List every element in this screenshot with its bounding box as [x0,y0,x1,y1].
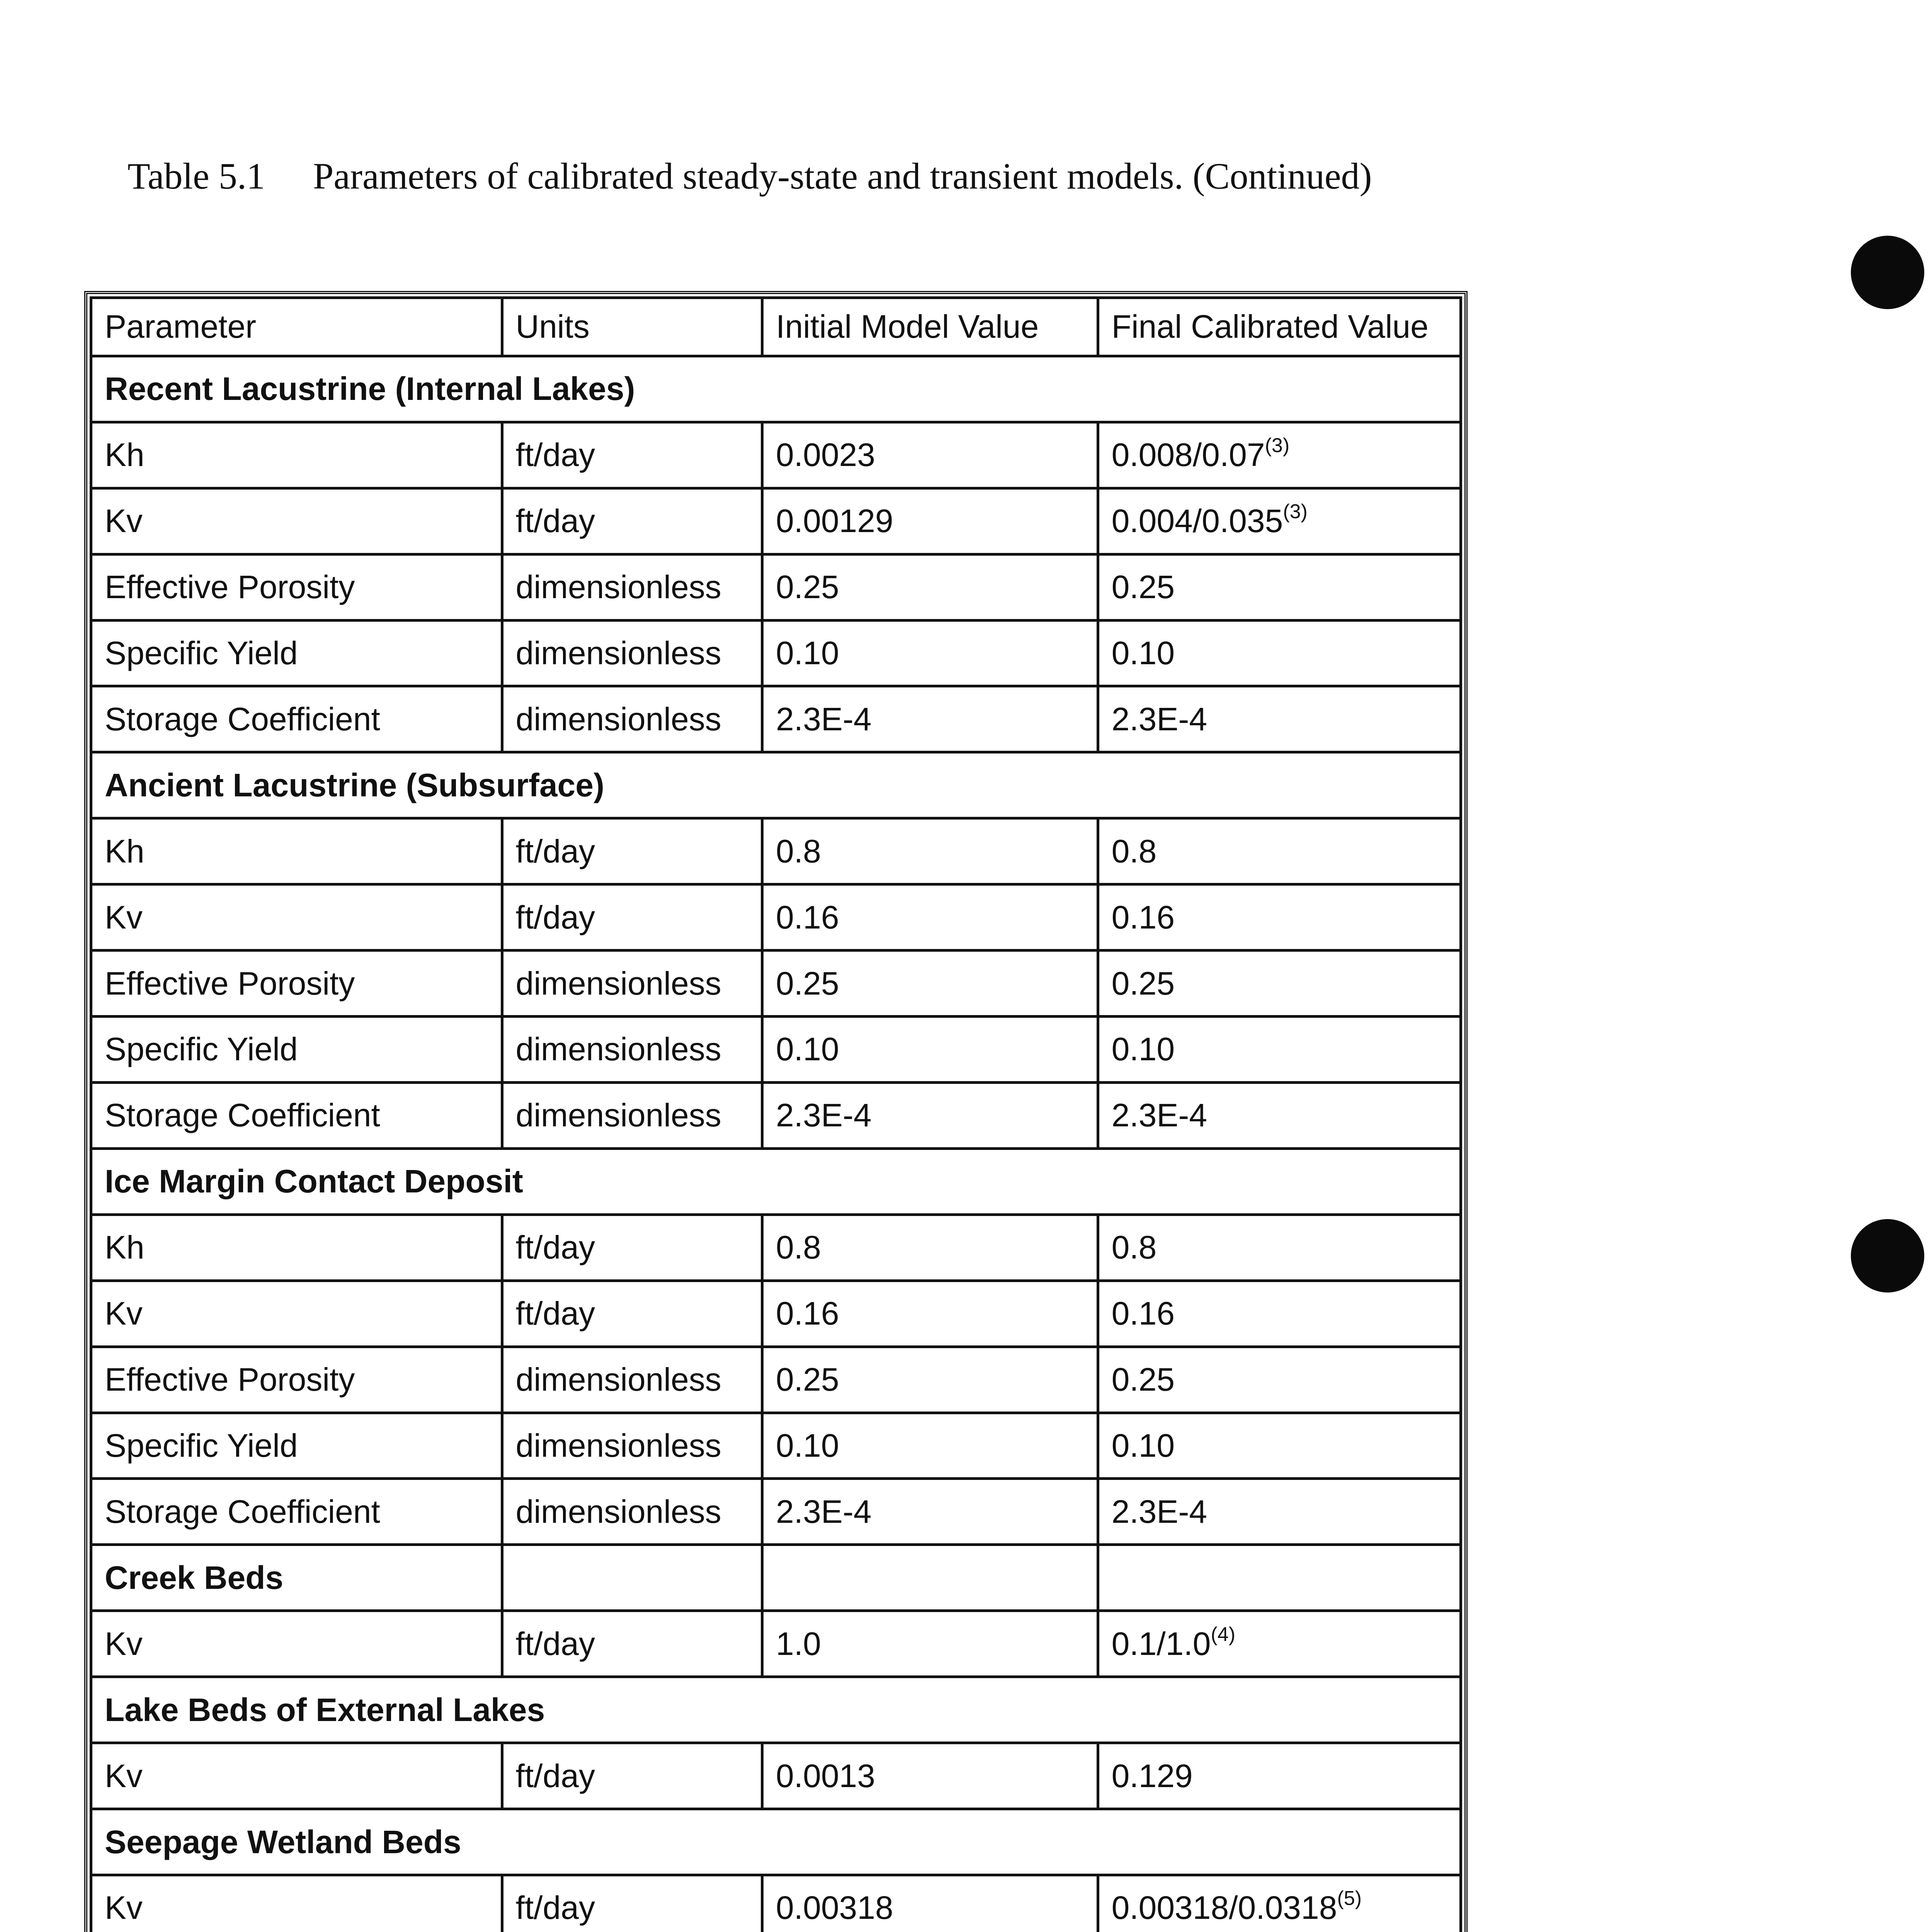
final-value: 0.10 [1111,1427,1175,1464]
final-value-cell [1098,686,1461,752]
initial-value-cell: 0.16 [762,884,1098,951]
final-value-cell [1098,620,1461,686]
initial-value-cell: 0.00129 [762,488,1098,554]
parameter-cell: Kv [91,1743,502,1809]
units-cell: ft/day [502,422,762,488]
initial-value-cell: 2.3E-4 [762,1082,1098,1148]
units-cell: dimensionless [502,1479,762,1545]
final-value-cell [1098,1611,1461,1677]
units-cell: dimensionless [502,1082,762,1148]
initial-value-cell: 0.0013 [762,1743,1098,1809]
footnote-ref: (4) [1211,1623,1236,1646]
units-cell: ft/day [502,1875,762,1932]
table-row [91,422,1461,488]
final-value-cell [1098,951,1461,1017]
parameter-cell: Kh [91,1214,502,1281]
table-row [91,620,1461,686]
units-cell: ft/day [502,818,762,884]
initial-value-cell: 2.3E-4 [762,686,1098,752]
final-value-cell [1098,488,1461,554]
table-row [91,884,1461,951]
table-header-row [91,298,1461,356]
units-cell: ft/day [502,1281,762,1347]
final-value-cell [1098,884,1461,951]
table-caption [128,155,1372,197]
parameter-cell: Storage Coefficient [91,1479,502,1545]
initial-value-cell: 0.16 [762,1281,1098,1347]
table-row [91,1082,1461,1148]
final-value-cell [1098,554,1461,620]
initial-value-cell: 0.00318 [762,1875,1098,1932]
final-value: 0.1/1.0 [1111,1625,1211,1662]
final-value: 0.004/0.035 [1111,503,1283,539]
final-value-cell [1098,1347,1461,1413]
footnote-ref: (3) [1265,434,1290,457]
units-cell: ft/day [502,1611,762,1677]
final-value-cell [1098,1413,1461,1479]
table-title: Parameters of calibrated steady-state and transient models. (Continued) [313,155,1372,197]
units-cell: dimensionless [502,686,762,752]
final-value-cell [1098,1743,1461,1809]
units-cell: dimensionless [502,1017,762,1083]
initial-value-cell: 0.8 [762,1214,1098,1281]
final-value: 0.25 [1111,1361,1175,1398]
final-value-cell [1098,422,1461,488]
parameter-cell: Specific Yield [91,620,502,686]
header-final-value: Final Calibrated Value [1098,298,1461,356]
parameter-cell: Kv [91,1875,502,1932]
parameter-cell: Kh [91,818,502,884]
table-row [91,1413,1461,1479]
final-value: 2.3E-4 [1111,1493,1208,1530]
final-value-cell [1098,1281,1461,1347]
final-value: 0.00318/0.0318 [1111,1889,1337,1926]
table-row [91,1479,1461,1545]
units-cell: dimensionless [502,1413,762,1479]
final-value: 0.16 [1111,899,1175,935]
units-cell: dimensionless [502,1347,762,1413]
section-row [91,1677,1461,1743]
final-value: 0.10 [1111,634,1175,671]
table-row [91,1214,1461,1281]
final-value: 2.3E-4 [1111,701,1208,737]
table-number: Table 5.1 [128,155,265,197]
empty-cell [502,1545,762,1611]
binder-hole-top [1851,236,1924,309]
initial-value-cell: 0.10 [762,1017,1098,1083]
parameter-cell: Effective Porosity [91,554,502,620]
initial-value-cell: 0.25 [762,1347,1098,1413]
section-row [91,1148,1461,1214]
final-value: 0.10 [1111,1031,1175,1068]
parameter-cell: Kv [91,488,502,554]
section-title: Lake Beds of External Lakes [91,1677,1461,1743]
footnote-ref: (3) [1283,500,1308,523]
final-value: 2.3E-4 [1111,1097,1208,1134]
section-title: Creek Beds [91,1545,502,1611]
table-row [91,488,1461,554]
initial-value-cell: 0.25 [762,951,1098,1017]
final-value-cell [1098,818,1461,884]
final-value-cell [1098,1479,1461,1545]
parameters-table-frame [84,291,1468,1932]
footnote-ref: (5) [1337,1887,1362,1910]
final-value-cell [1098,1082,1461,1148]
parameter-cell: Kv [91,884,502,951]
units-cell: ft/day [502,1214,762,1281]
binder-hole-middle [1851,1219,1924,1293]
section-title: Recent Lacustrine (Internal Lakes) [91,356,1461,422]
parameter-cell: Storage Coefficient [91,686,502,752]
initial-value-cell: 0.0023 [762,422,1098,488]
final-value: 0.8 [1111,1229,1157,1266]
units-cell: ft/day [502,1743,762,1809]
parameter-cell: Kv [91,1611,502,1677]
table-row [91,1611,1461,1677]
section-row [91,356,1461,422]
final-value: 0.25 [1111,569,1175,605]
table-row [91,1281,1461,1347]
section-row [91,1545,1461,1611]
section-row [91,1809,1461,1875]
final-value: 0.16 [1111,1295,1175,1332]
final-value: 0.8 [1111,833,1157,869]
parameter-cell: Effective Porosity [91,1347,502,1413]
initial-value-cell: 0.25 [762,554,1098,620]
table-row [91,686,1461,752]
header-units: Units [502,298,762,356]
parameter-cell: Kv [91,1281,502,1347]
header-parameter: Parameter [91,298,502,356]
final-value-cell [1098,1214,1461,1281]
units-cell: dimensionless [502,620,762,686]
initial-value-cell: 1.0 [762,1611,1098,1677]
section-title: Seepage Wetland Beds [91,1809,1461,1875]
table-row [91,554,1461,620]
parameter-cell: Kh [91,422,502,488]
initial-value-cell: 0.10 [762,1413,1098,1479]
section-title: Ice Margin Contact Deposit [91,1148,1461,1214]
final-value: 0.129 [1111,1757,1193,1794]
section-title: Ancient Lacustrine (Subsurface) [91,752,1461,818]
parameter-cell: Storage Coefficient [91,1082,502,1148]
table-row [91,1743,1461,1809]
empty-cell [762,1545,1098,1611]
units-cell: ft/day [502,488,762,554]
section-row [91,752,1461,818]
initial-value-cell: 0.10 [762,620,1098,686]
parameter-cell: Specific Yield [91,1017,502,1083]
table-row [91,818,1461,884]
parameter-cell: Effective Porosity [91,951,502,1017]
header-initial-value: Initial Model Value [762,298,1098,356]
table-row [91,1875,1461,1932]
table-row [91,1347,1461,1413]
final-value: 0.008/0.07 [1111,437,1265,473]
parameter-cell: Specific Yield [91,1413,502,1479]
empty-cell [1098,1545,1461,1611]
units-cell: dimensionless [502,951,762,1017]
initial-value-cell: 2.3E-4 [762,1479,1098,1545]
initial-value-cell: 0.8 [762,818,1098,884]
table-row [91,1017,1461,1083]
parameters-table [90,296,1462,1932]
final-value-cell [1098,1875,1461,1932]
units-cell: ft/day [502,884,762,951]
final-value-cell [1098,1017,1461,1083]
table-row [91,951,1461,1017]
units-cell: dimensionless [502,554,762,620]
final-value: 0.25 [1111,965,1175,1002]
